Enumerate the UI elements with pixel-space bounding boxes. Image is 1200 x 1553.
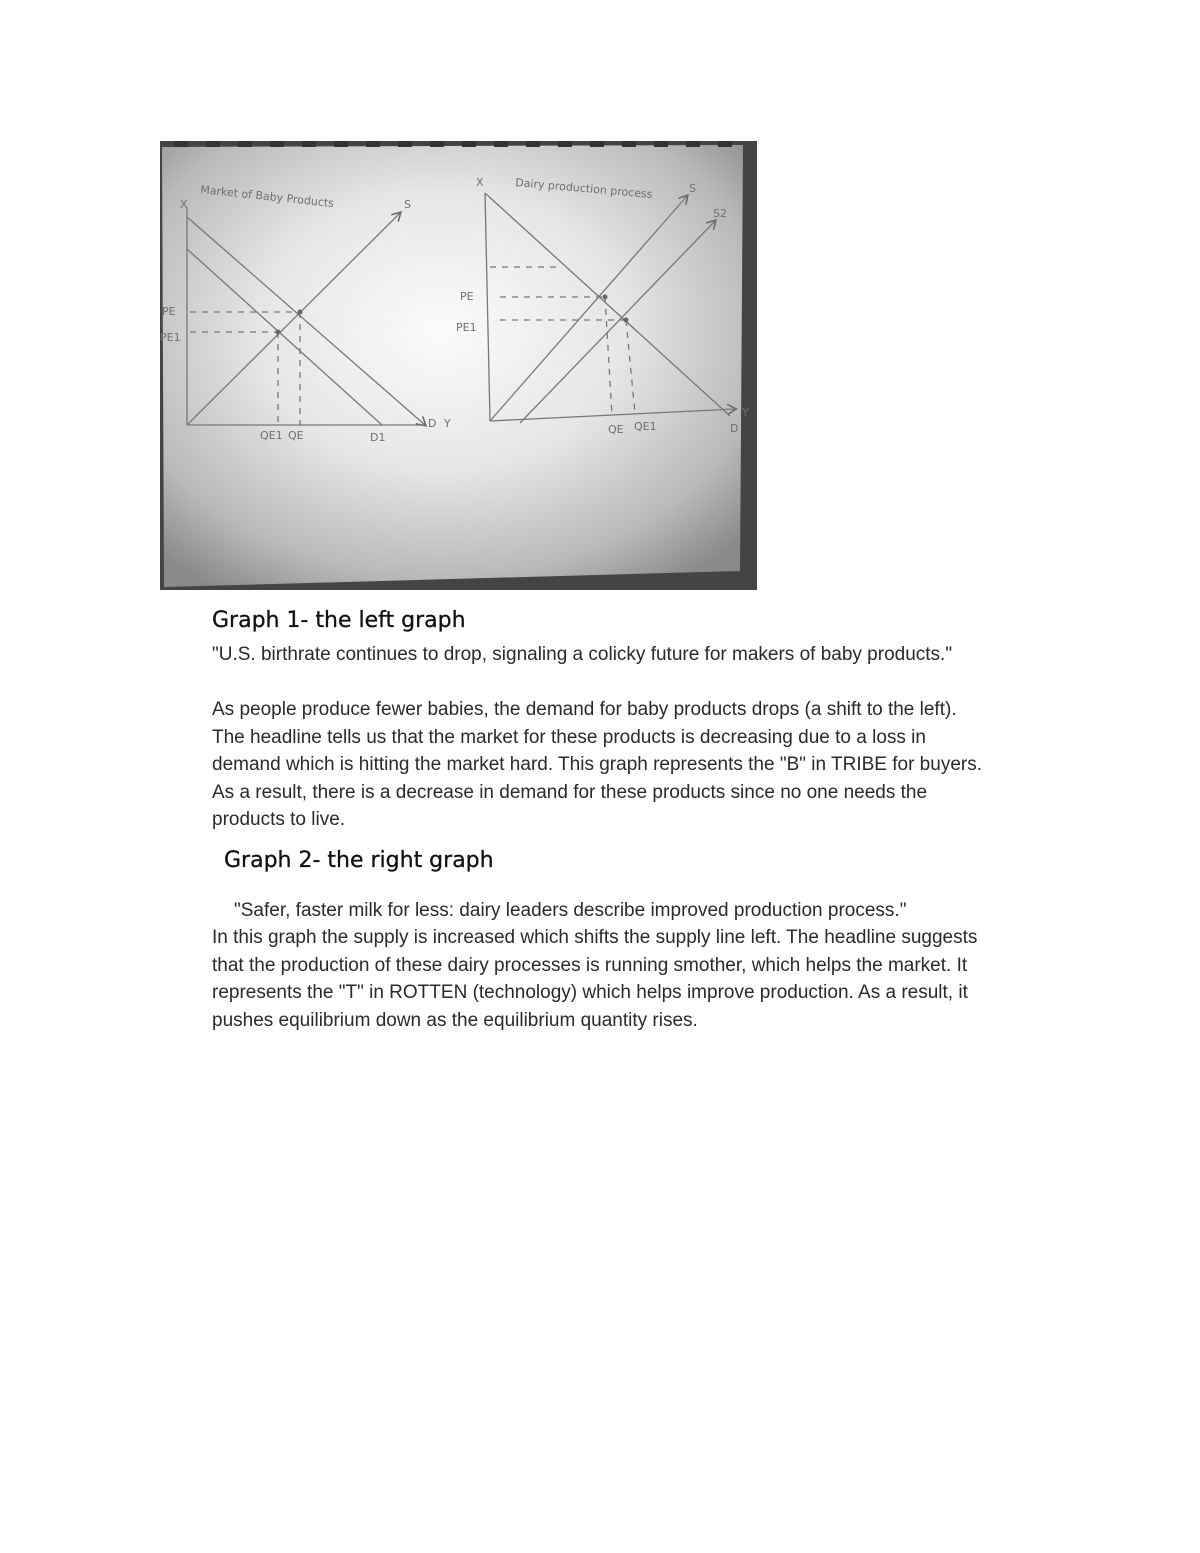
- left-price-pe: PE: [162, 305, 176, 318]
- right-chart-title: Dairy production process: [514, 176, 653, 201]
- graph2-line-1: In this graph the supply is increased which shifts the supply line left. The headline suggests: [212, 927, 978, 948]
- right-supply-s-label: S: [689, 182, 696, 195]
- graph2-headline: "Safer, faster milk for less: dairy leaders describe improved production process.": [234, 900, 907, 921]
- graph1-line-2: The headline tells us that the market for these products is decreasing due to a loss in: [212, 726, 926, 748]
- graph1-line-3: demand which is hitting the market hard. This graph represents the "B" in TRIBE for buyers.: [212, 754, 982, 775]
- right-y-axis-label: X: [476, 176, 484, 189]
- right-supply-s2-label: S2: [713, 207, 727, 220]
- left-x-axis-label: Y: [444, 417, 451, 430]
- graph1-headline: "U.S. birthrate continues to drop, signaling a colicky future for makers of baby products.": [212, 644, 953, 665]
- graph1-line-1: As people produce fewer babies, the demand for baby products drops (a shift to the left).: [212, 699, 957, 720]
- graph2-line-4: pushes equilibrium down as the equilibrium quantity rises.: [212, 1009, 698, 1031]
- graph1-heading: Graph 1- the left graph: [212, 608, 466, 633]
- graph2-body: [212, 924, 1072, 1034]
- left-chart-title: Market of Baby Products: [199, 183, 335, 211]
- graph2-line-3: represents the "T" in ROTTEN (technology) which helps improve production. As a result, it: [212, 982, 968, 1003]
- left-quantity-qe: QE: [288, 429, 304, 442]
- graph2-line-2: that the production of these dairy processes is running smother, which helps the market. It: [212, 954, 968, 976]
- graphs-photo: [160, 141, 757, 590]
- right-demand-label: D: [730, 422, 739, 435]
- graph1-body: [212, 696, 1072, 834]
- right-price-pe: PE: [460, 290, 474, 303]
- graph1-line-5: products to live.: [212, 809, 346, 830]
- right-x-axis-label: Y: [742, 406, 749, 419]
- right-price-pe1: PE1: [456, 321, 477, 334]
- left-quantity-qe1: QE1: [260, 429, 283, 442]
- left-demand-d1-label: D1: [370, 431, 386, 444]
- left-price-pe1: PE1: [160, 331, 181, 344]
- left-demand-d-label: D: [428, 417, 437, 430]
- hand-drawn-graphs: [160, 141, 757, 590]
- left-y-axis-label: X: [180, 198, 188, 211]
- right-quantity-qe1: QE1: [634, 420, 657, 433]
- right-quantity-qe: QE: [608, 423, 624, 436]
- graph2-heading: Graph 2- the right graph: [224, 848, 494, 873]
- graph1-line-4: As a result, there is a decrease in demand for these products since no one needs the: [212, 781, 928, 803]
- left-supply-label: S: [404, 198, 411, 211]
